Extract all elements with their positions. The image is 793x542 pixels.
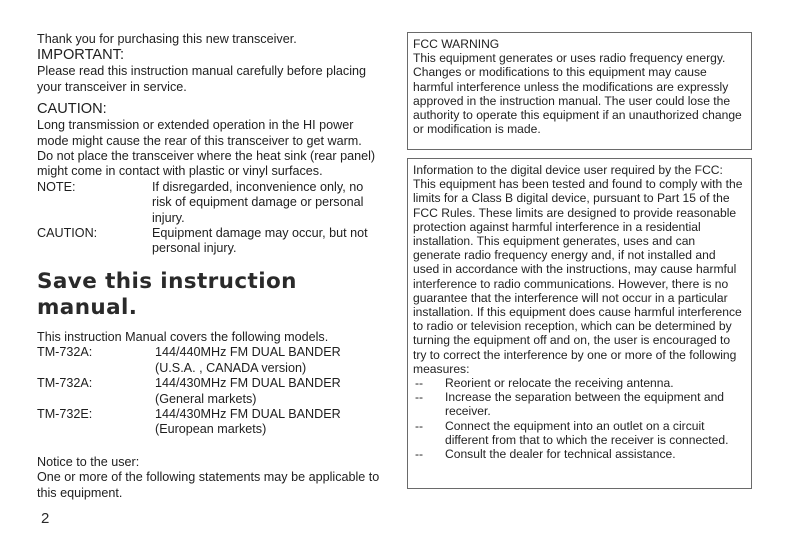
caution-paragraph-1: Long transmission or extended operation in the HI power mode might cause the rear of this transceiver to get warm. (37, 118, 362, 148)
model-row (37, 345, 382, 376)
model-name: TM-732E: (37, 406, 93, 421)
measure-text: Consult the dealer for technical assistance. (445, 447, 676, 462)
measure-text: Connect the equipment into an outlet on a circuit different from that to which the receiver is connected. (445, 418, 729, 447)
notice-text: One or more of the following statements may be applicable to this equipment. (37, 470, 380, 500)
info-box-text: This equipment has been tested and found to comply with the limits for a Class B digital device, pursuant to Part 15 of the FCC Rules. These limits are designed to provide reasonable protection against harmful interference in a residential installation. This equipment generates, uses and can generate radio frequency energy and, if not installed and used in accordance with the instructions, may cause harmful interference to radio communications. However, there is no guarantee that the interference will not occur in a particular installation. If this equipment does cause harmful interference to radio or television reception, which can be determined by turning the equipment off and on, the user is encouraged to try to correct the interference by one or more of the following measures: (413, 177, 743, 376)
measures-list (413, 376, 745, 461)
save-manual-title: Save this instruction manual. (37, 268, 297, 320)
info-box-title: Information to the digital device user required by the FCC: (413, 163, 723, 177)
list-item (413, 390, 745, 418)
model-row (37, 376, 382, 407)
page-number: 2 (41, 510, 50, 527)
dash-bullet: -- (415, 390, 424, 405)
model-desc: 144/430MHz FM DUAL BANDER (155, 376, 341, 391)
fcc-warning-text: This equipment generates or uses radio frequency energy. Changes or modifications to this equipment may cause harmful interference unless the modifications are expressly approved in the instruction manual. The user could lose the authority to operate this equipment if an unauthorized change or modification is made. (413, 51, 742, 137)
notice-heading: Notice to the user: (37, 454, 140, 469)
caution-note-text: Equipment damage may occur, but not personal injury. (152, 226, 368, 256)
model-desc: 144/440MHz FM DUAL BANDER (155, 345, 341, 360)
important-heading: IMPORTANT: (37, 47, 125, 64)
important-text: Please read this instruction manual carefully before placing your transceiver in service. (37, 64, 367, 94)
model-market: (European markets) (155, 422, 267, 437)
digital-device-info-box (407, 158, 752, 489)
caution-note-row (37, 226, 382, 257)
model-desc: 144/430MHz FM DUAL BANDER (155, 406, 341, 421)
list-item (413, 376, 745, 390)
note-label: NOTE: (37, 179, 76, 194)
left-column (37, 32, 382, 501)
dash-bullet: -- (415, 447, 424, 462)
model-row (37, 407, 382, 438)
measure-text: Increase the separation between the equipment and receiver. (445, 390, 725, 419)
model-name: TM-732A: (37, 376, 93, 391)
fcc-warning-box (407, 32, 752, 150)
model-name: TM-732A: (37, 345, 93, 360)
list-item (413, 447, 745, 461)
covers-text: This instruction Manual covers the following models. (37, 329, 329, 344)
model-market: (General markets) (155, 391, 257, 406)
fcc-warning-title: FCC WARNING (413, 37, 500, 51)
caution-paragraph-2: Do not place the transceiver where the heat sink (rear panel) might come in contact with plastic or vinyl surfaces. (37, 149, 376, 179)
measure-text: Reorient or relocate the receiving antenna. (445, 376, 674, 391)
intro-text: Thank you for purchasing this new transceiver. (37, 32, 297, 46)
caution-heading: CAUTION: (37, 101, 107, 118)
dash-bullet: -- (415, 418, 424, 433)
dash-bullet: -- (415, 376, 424, 391)
note-text: If disregarded, inconvenience only, no risk of equipment damage or personal injury. (152, 179, 364, 225)
model-market: (U.S.A. , CANADA version) (155, 360, 307, 375)
caution-note-label: CAUTION: (37, 226, 98, 241)
note-row (37, 180, 382, 226)
list-item (413, 419, 745, 447)
